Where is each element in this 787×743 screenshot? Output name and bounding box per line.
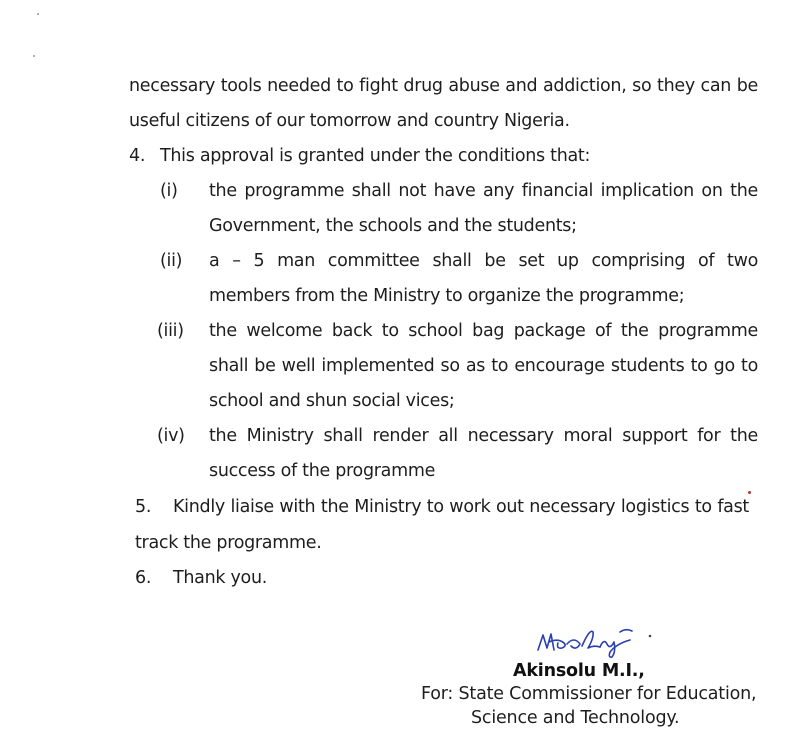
condition-line: a – 5 man committee shall be set up comprising of two <box>209 251 758 271</box>
condition-line: Government, the schools and the students; <box>209 216 577 236</box>
signatory-title: For: State Commissioner for Education, <box>421 684 757 704</box>
condition-label: (iv) <box>157 426 185 446</box>
condition-line: the Ministry shall render all necessary moral support for the <box>209 426 758 446</box>
paragraph-line: Kindly liaise with the Ministry to work out necessary logistics to fast <box>173 497 749 517</box>
condition-label: (i) <box>160 181 178 201</box>
condition-line: success of the programme <box>209 461 436 481</box>
paragraph-number: 6. <box>135 568 152 588</box>
paragraph-line: Thank you. <box>173 568 268 588</box>
paragraph-number: 4. <box>129 146 146 166</box>
paragraph-line: useful citizens of our tomorrow and country Nigeria. <box>129 111 570 131</box>
scan-speck <box>748 491 751 494</box>
condition-line: shall be well implemented so as to encourage students to go to <box>209 356 758 376</box>
condition-line: the welcome back to school bag package of the programme <box>209 321 758 341</box>
scan-speck <box>33 55 35 57</box>
paragraph-line: necessary tools needed to fight drug abuse and addiction, so they can be <box>129 76 758 96</box>
scan-speck <box>37 13 39 15</box>
condition-label: (iii) <box>157 321 184 341</box>
condition-line: the programme shall not have any financial implication on the <box>209 181 758 201</box>
condition-line: members from the Ministry to organize the programme; <box>209 286 685 306</box>
condition-line: school and shun social vices; <box>209 391 455 411</box>
paragraph-line: track the programme. <box>135 533 322 553</box>
paragraph-number: 5. <box>135 497 152 517</box>
handwritten-signature <box>534 624 664 660</box>
signatory-name: Akinsolu M.I., <box>513 661 645 681</box>
condition-label: (ii) <box>160 251 183 271</box>
signatory-title: Science and Technology. <box>471 708 680 728</box>
paragraph-line: This approval is granted under the conditions that: <box>160 146 591 166</box>
